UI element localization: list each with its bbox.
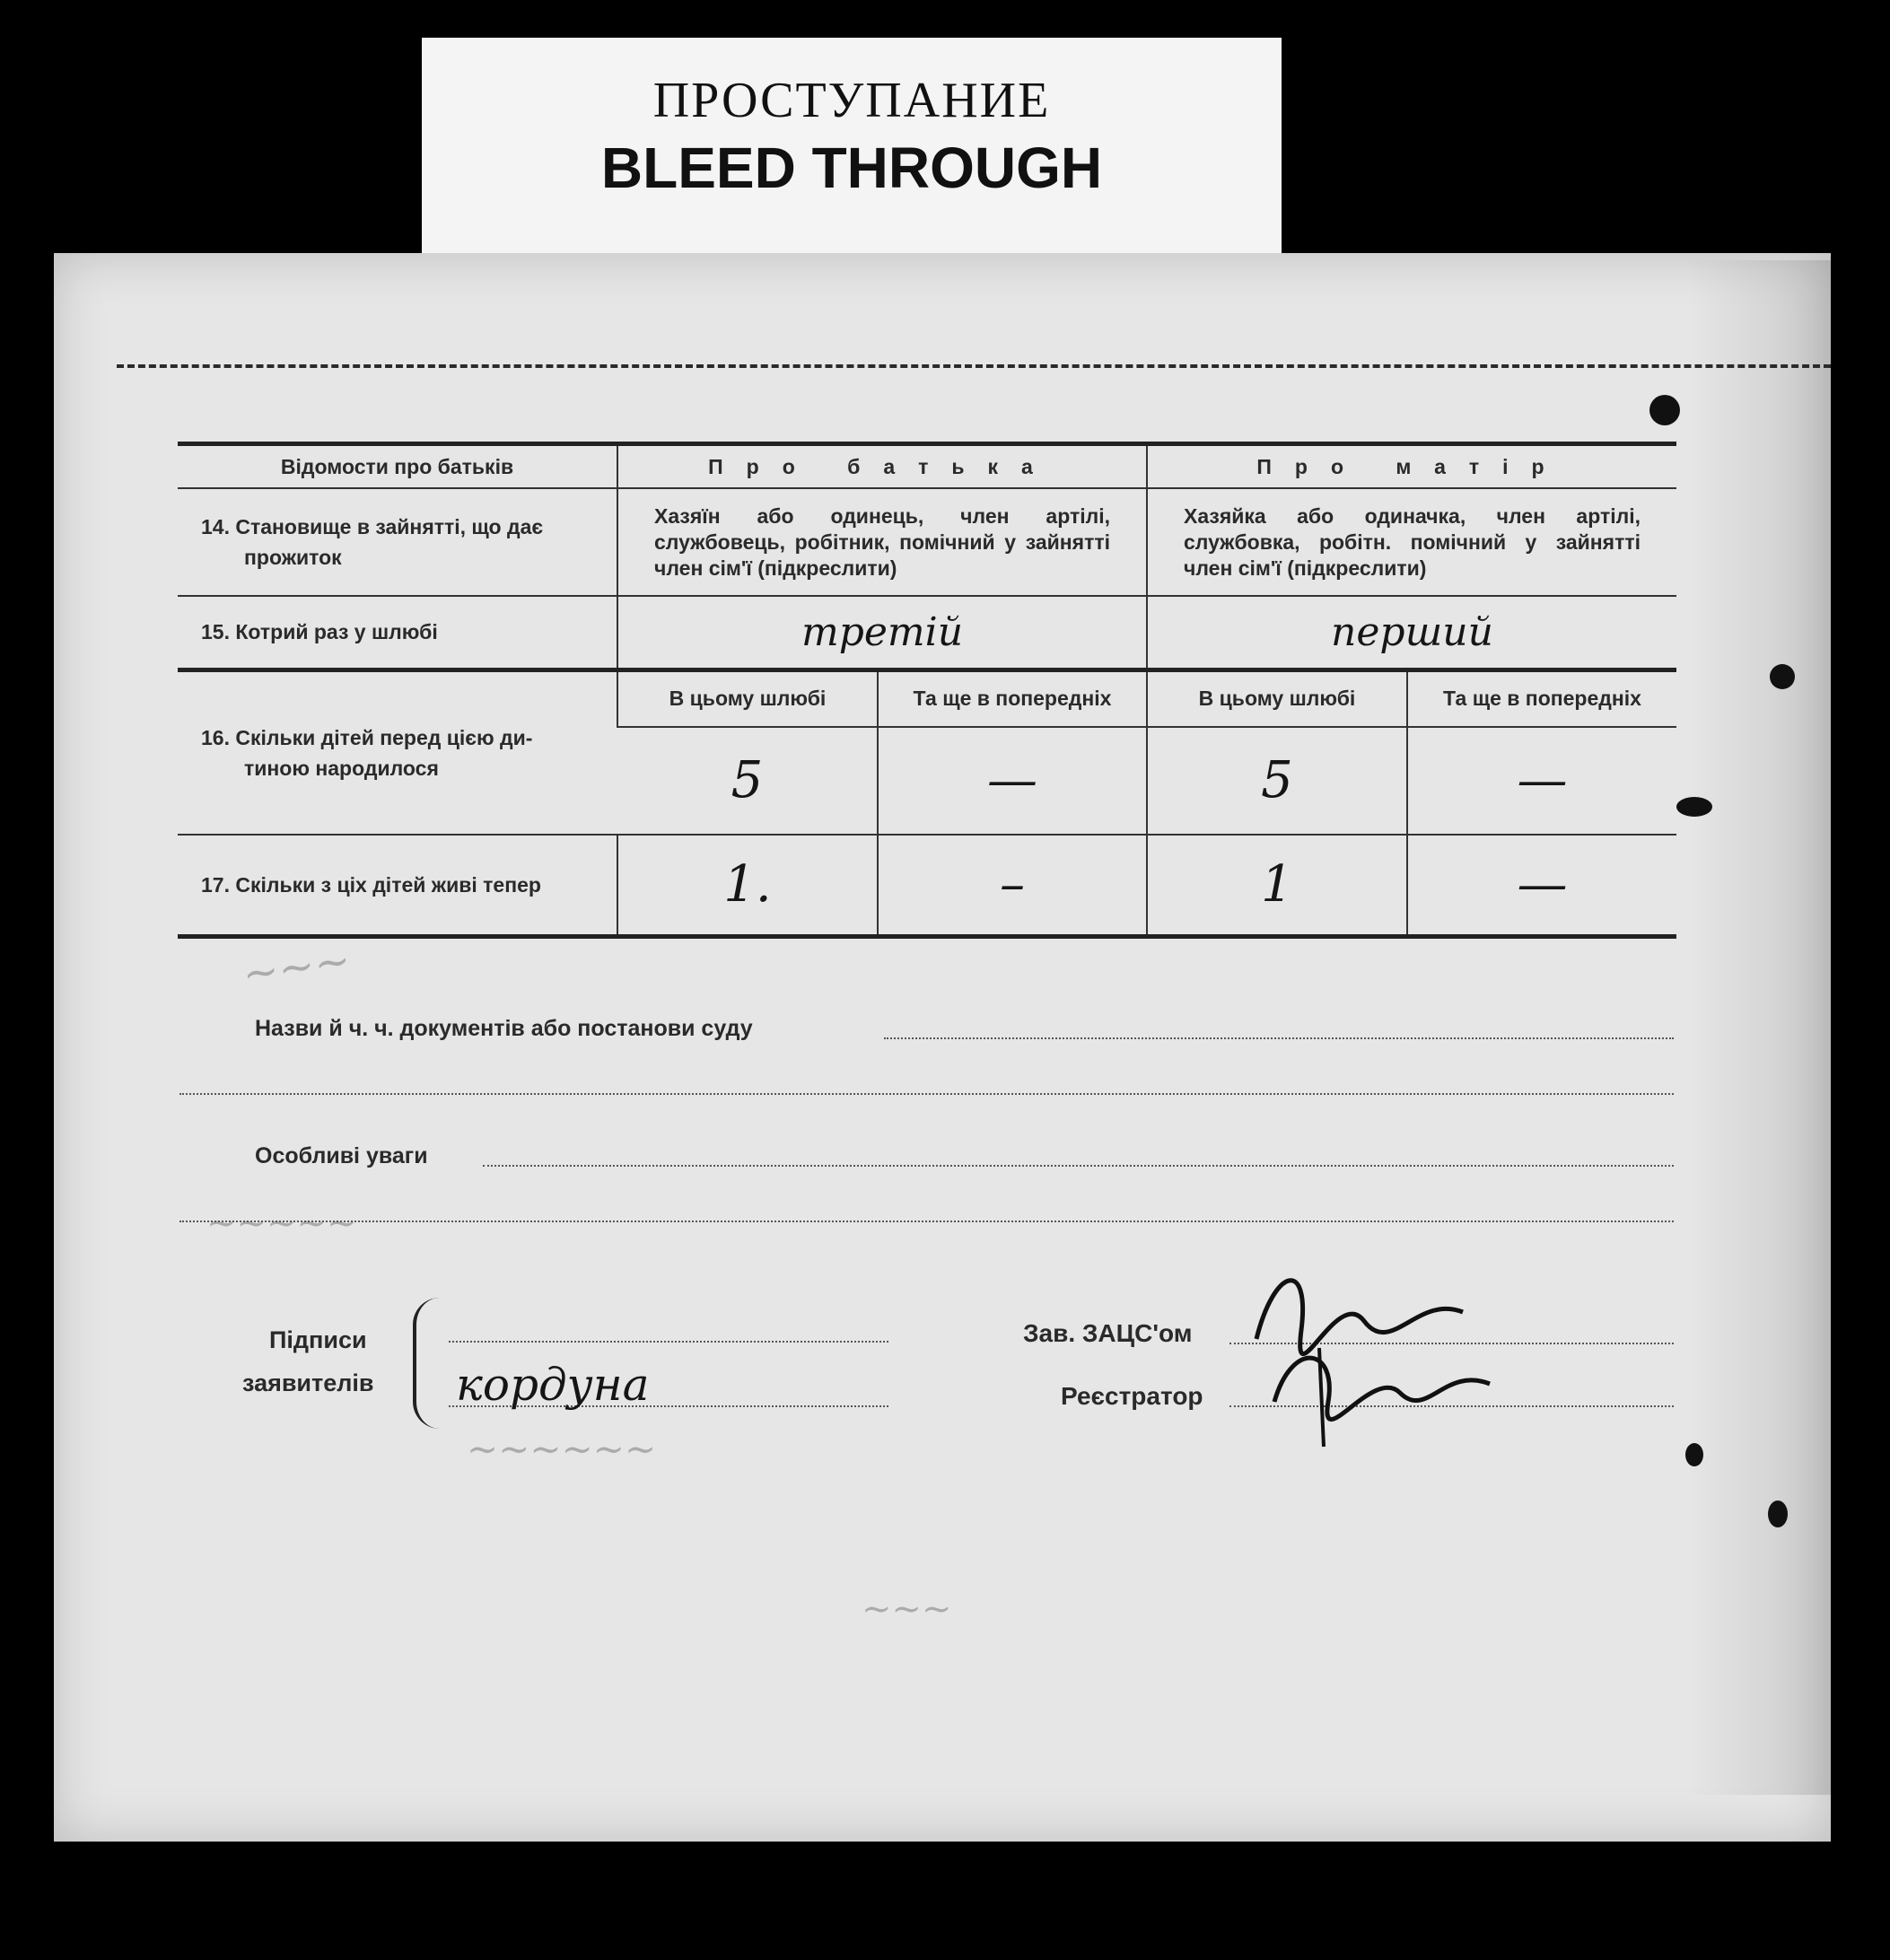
subheader-father-previous: Та ще в попередніх (878, 669, 1147, 727)
signature-line-1 (449, 1341, 888, 1343)
row16-label-line1: 16. Скільки дітей перед цією ди- (201, 725, 533, 749)
perforation-line (117, 364, 1831, 368)
bleed-through-handwriting: ~~~~~ (206, 1203, 357, 1244)
row17-father-previous: – (878, 835, 1147, 937)
documents-label: Назви й ч. ч. документів або постанови суду (255, 1016, 753, 1041)
label-english: BLEED THROUGH (600, 136, 1103, 200)
signatures-label-line2: заявителів (242, 1369, 374, 1396)
signatures-brace (413, 1298, 443, 1429)
row17-mother-current: 1 (1147, 835, 1407, 937)
header-father: Про батька (617, 444, 1147, 489)
row14-mother-options: Хазяйка або одиначка, член артілі, службовка, робітн. помічний у зайнятті член сім'ї (підкреслити) (1147, 488, 1676, 596)
row14-label-line1: 14. Становище в зайнятті, що дає (201, 515, 544, 538)
header-parents-info: Відомости про батьків (178, 444, 617, 489)
punch-hole (1768, 1501, 1788, 1527)
row16-mother-current: 5 (1147, 727, 1407, 835)
row15-mother-value: перший (1147, 596, 1676, 669)
bleed-through-handwriting: ~~~~~~ (467, 1427, 657, 1471)
registrar-label: Реєстратор (1061, 1382, 1203, 1410)
punch-hole (1649, 395, 1680, 425)
row17-father-current: 1. (617, 835, 878, 937)
punch-hole (1770, 664, 1795, 689)
bleed-through-label-card (422, 38, 1282, 264)
row16-label (178, 669, 617, 835)
bleed-through-handwriting: ~~~ (862, 1588, 952, 1630)
row15-label: 15. Котрий раз у шлюбі (178, 596, 617, 669)
row16-mother-previous: — (1407, 727, 1676, 835)
label-russian: ПРОСТУПАНИЕ (652, 73, 1051, 128)
row17-label: 17. Скільки з ціх дітей живі тепер (178, 835, 617, 937)
row14-label-line2: прожиток (244, 546, 342, 569)
subheader-father-current: В цьому шлюбі (617, 669, 878, 727)
punch-hole (1676, 797, 1712, 817)
row16-father-previous: — (878, 727, 1147, 835)
row14-father-options: Хазяїн або одинець, член артілі, службовець, робітник, помічний у зайнятті член сім'ї (підкреслити) (617, 488, 1147, 596)
notes-line (483, 1165, 1674, 1167)
notes-line-2 (179, 1221, 1674, 1222)
signatures-label-line1: Підписи (269, 1326, 367, 1353)
bleed-through-handwriting: ~~~ (239, 934, 354, 1001)
row14-label (178, 488, 617, 596)
row17-mother-previous: — (1407, 835, 1676, 937)
parents-info-table (178, 442, 1676, 939)
documents-line-2 (179, 1093, 1674, 1095)
subheader-mother-previous: Та ще в попередніх (1407, 669, 1676, 727)
subheader-mother-current: В цьому шлюбі (1147, 669, 1407, 727)
punch-hole (1685, 1443, 1703, 1466)
paper-edge-shadow (1687, 260, 1831, 1795)
row16-father-current: 5 (617, 727, 878, 835)
row16-label-line2: тиною народилося (244, 756, 439, 780)
notes-label: Особливі уваги (255, 1143, 428, 1168)
applicant-signature: кордуна (456, 1359, 650, 1411)
header-mother: Про матір (1147, 444, 1676, 489)
documents-line (884, 1037, 1674, 1039)
row15-father-value: третій (617, 596, 1147, 669)
head-label: Зав. ЗАЦС'ом (1023, 1319, 1193, 1347)
official-signatures-drawing (1238, 1231, 1508, 1456)
